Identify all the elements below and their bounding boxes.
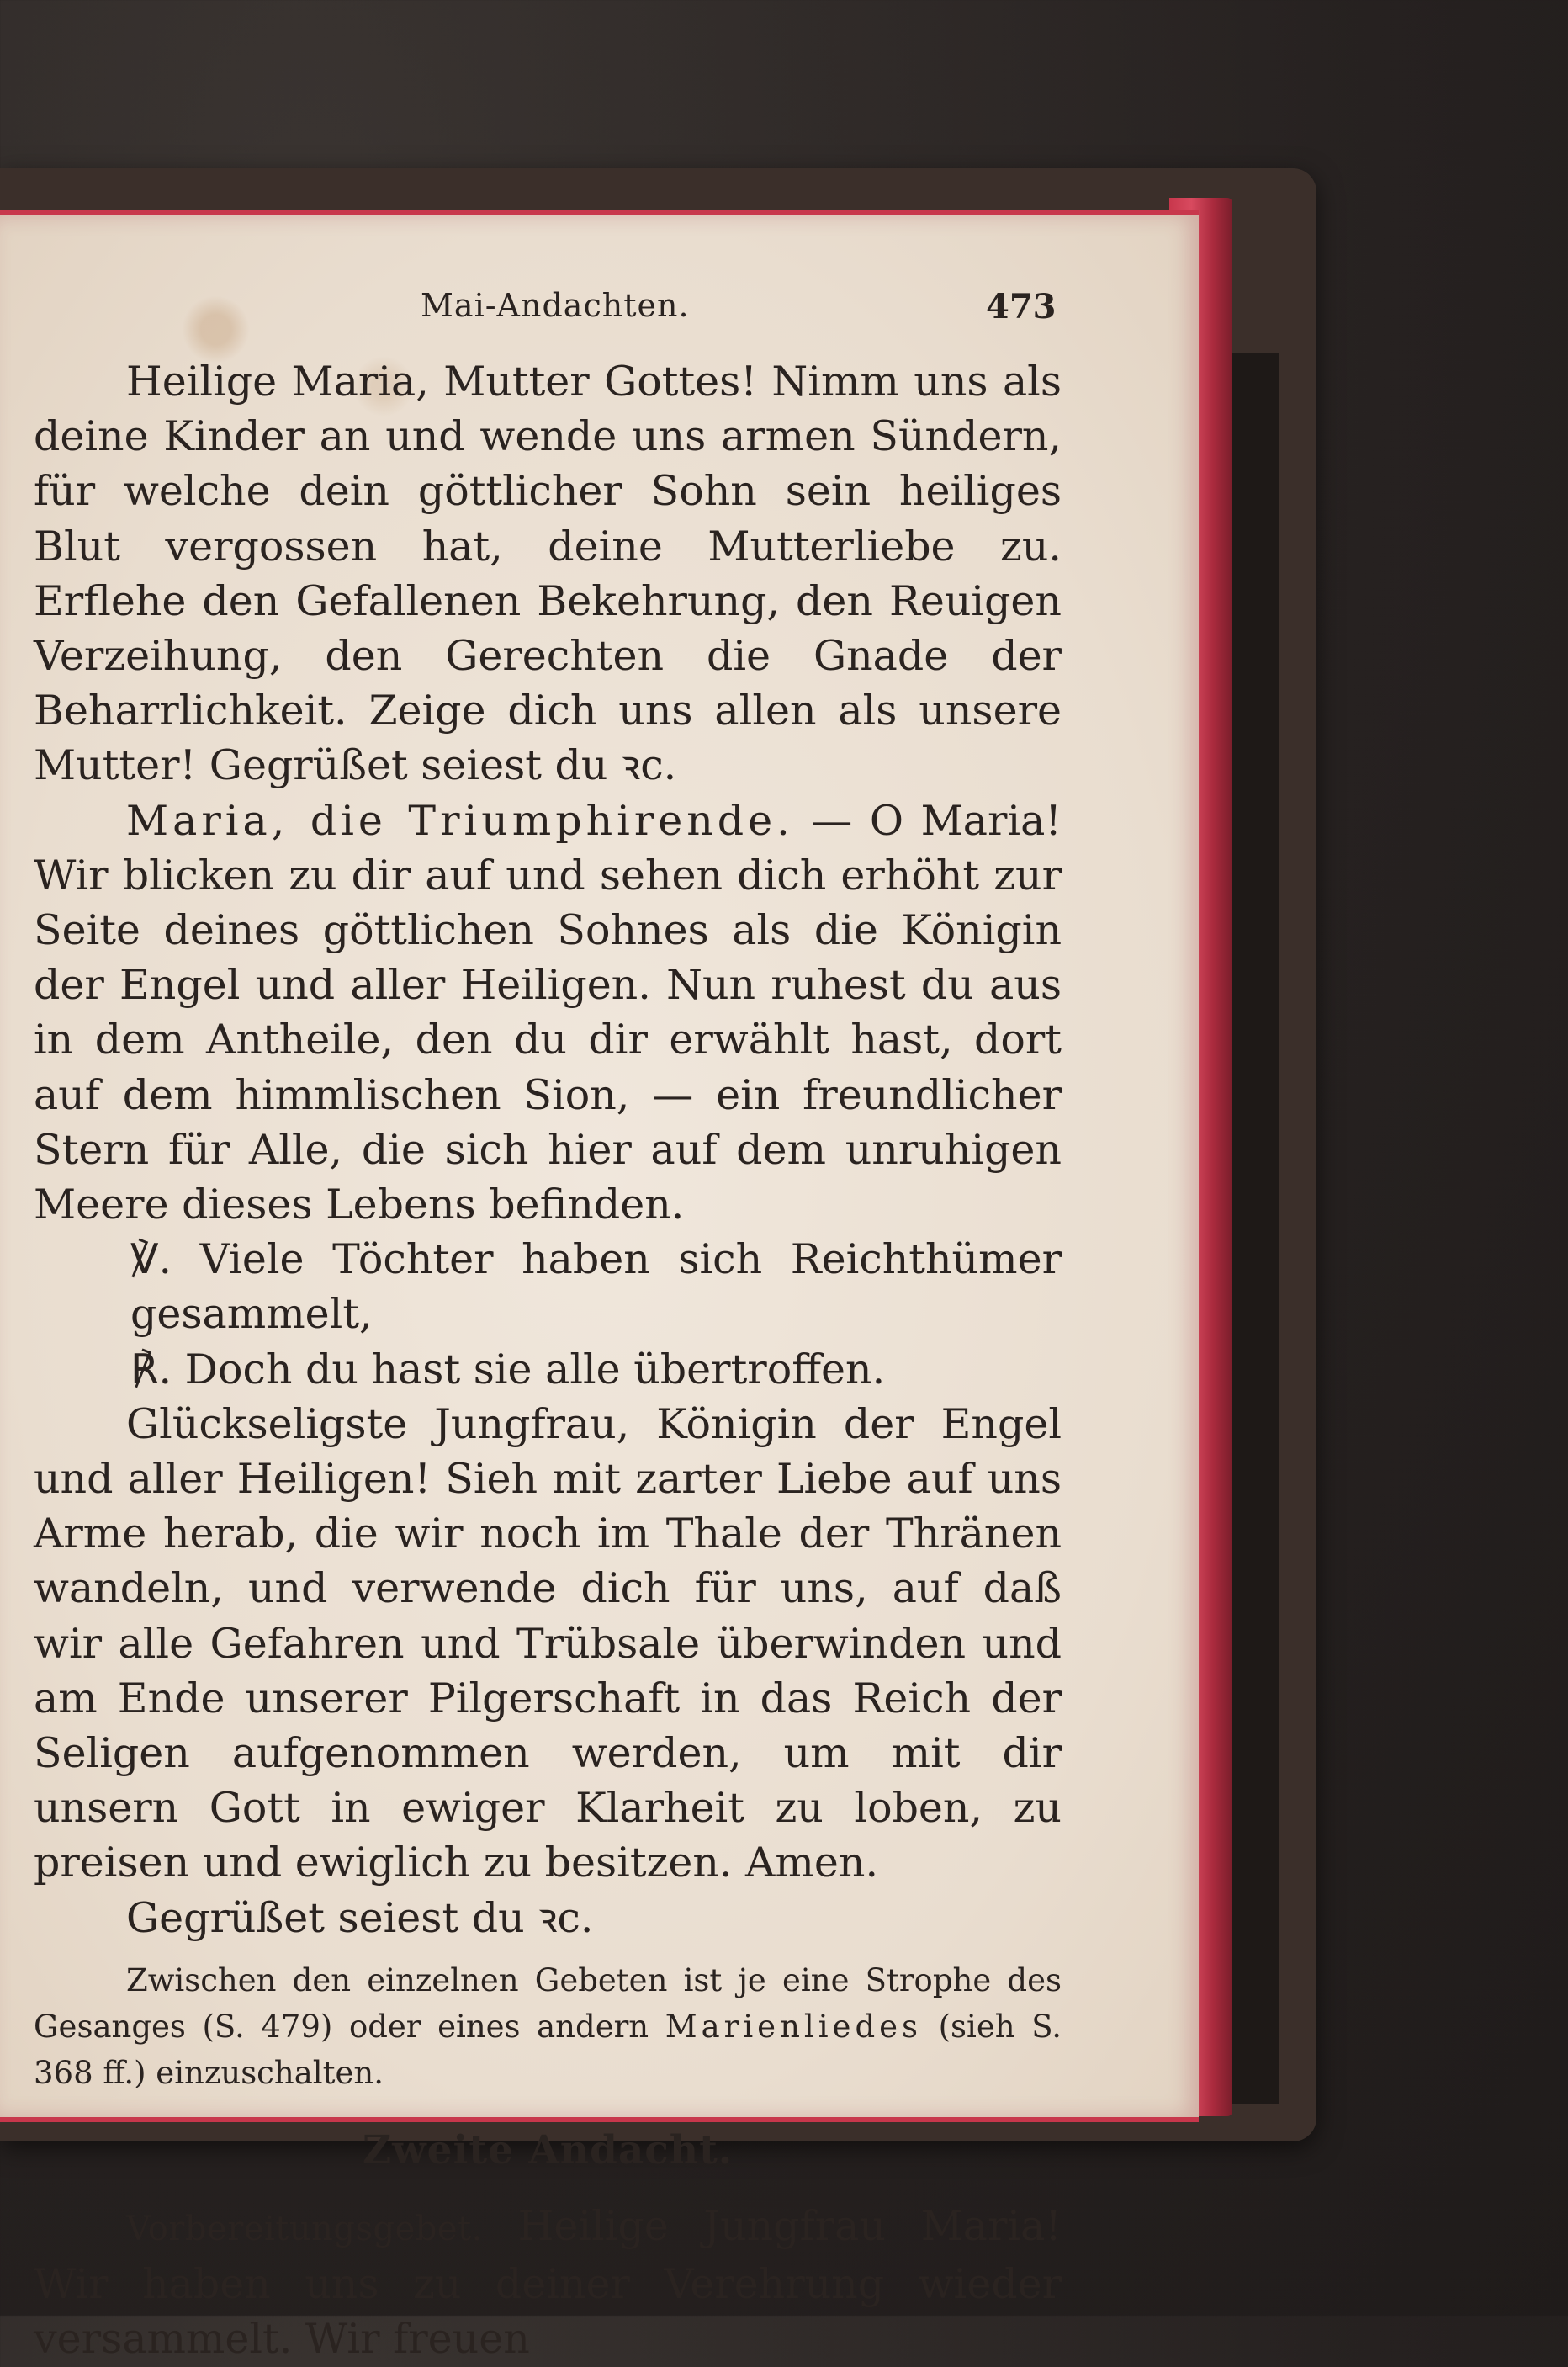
prayer-paragraph-2-text: — O Maria! Wir blicken zu dir auf und sehen dich erhöht zur Seite deines göttlichen Sohnes als die Königin der Engel und aller Heiligen. Nun ruhest du aus in dem Antheile, den du dir erwählt hast, dort auf dem himmlischen Sion, — ein freundlicher Stern für Alle, die sich hier auf dem unruhigen Meere dieses Lebens befinden.	[34, 796, 1062, 1229]
running-head: Mai-Andachten.	[421, 287, 690, 324]
versicle: ℣. Viele Töchter haben sich Reichthümer gesammelt,	[130, 1235, 1062, 1339]
rubric-marienliedes: Marienliedes	[665, 2008, 923, 2045]
rubric-note	[34, 1957, 1062, 2096]
prayer-paragraph-1: Heilige Maria, Mutter Gottes! Nimm uns als deine Kinder an und wende uns armen Sündern, für welche dein göttlicher Sohn sein heiliges Blut vergossen hat, deine Mutterliebe zu. Erflehe den Gefallenen Bekehrung, den Reuigen Verzeihung, den Gerechten die Gnade der Beharrlichkeit. Zeige dich uns allen als unsere Mutter! Gegrüßet seiest du ꝛc.	[34, 358, 1062, 790]
page-number: 473	[986, 287, 1057, 326]
rubric-text-c: (sieh S. 368 ff.) einzuschalten.	[34, 2008, 1062, 2091]
prayer-paragraph-4-text: Heilige Jungfrau Maria! Wir haben uns zu deiner Verehrung wieder versammelt. Wir freuen	[34, 2201, 1062, 2364]
section-title-triumphirende: Maria, die Triumphirende.	[126, 796, 794, 845]
prayer-paragraph-4	[34, 2199, 1062, 2367]
response: ℟. Doch du hast sie alle übertroffen.	[130, 1345, 886, 1393]
page-body	[34, 354, 1062, 2367]
prayer-paragraph-3: Glückseligste Jungfrau, Königin der Engel und aller Heiligen! Sieh mit zarter Liebe auf uns Arme herab, die wir noch im Thale der Thränen wandeln, und verwende dich für uns, auf daß wir alle Gefahren und Trübsale überwinden und am Ende unserer Pilgerschaft in das Reich der Seligen aufgenommen werden, um mit dir unsern Gott in ewiger Klarheit zu loben, zu preisen und ewiglich zu besitzen. Amen.	[34, 1399, 1062, 1887]
preparation-lead: Vorbereitungsgebet.	[126, 2209, 483, 2248]
book-page	[0, 210, 1199, 2364]
rubric-text-a: Zwischen den einzelnen Gebeten ist je eine Strophe des Gesanges (S. 479) oder eines andern	[34, 1961, 1062, 2045]
prayer-paragraph-2	[34, 793, 1062, 1233]
greeting-line: Gegrüßet seiest du ꝛc.	[126, 1893, 594, 1942]
section-heading: Zweite Andacht.	[362, 2126, 734, 2173]
page-header	[0, 287, 1199, 337]
